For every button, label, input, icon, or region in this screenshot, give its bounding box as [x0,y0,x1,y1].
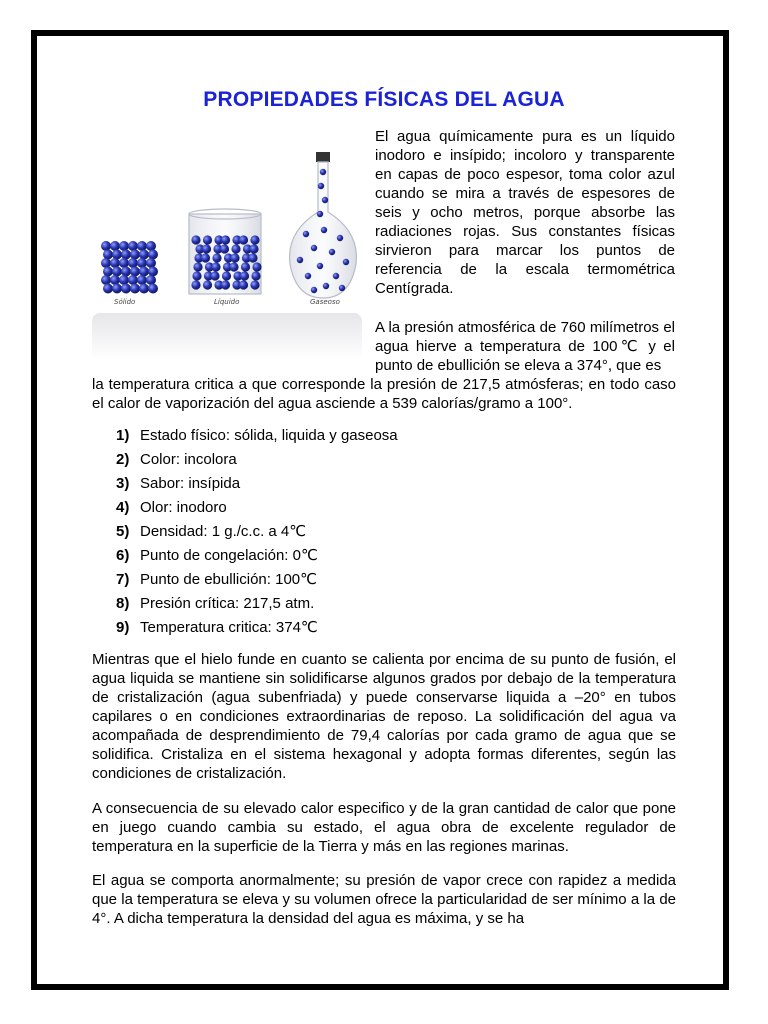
molecule [103,250,113,260]
molecule [139,267,149,277]
molecule [221,235,230,244]
molecule [139,250,149,260]
molecule [103,284,113,294]
molecule [121,284,131,294]
molecule [128,241,138,251]
molecule [252,262,261,271]
molecule [249,244,258,253]
molecule [110,241,120,251]
list-item: 8) Presión crítica: 217,5 atm. [116,595,315,612]
molecule [311,287,317,293]
molecule [119,275,129,285]
molecule [248,253,257,262]
molecule [343,259,349,265]
molecule [311,245,317,251]
molecule [303,231,309,237]
molecule [297,257,303,263]
paragraph-anomaly: El agua se comporta anormalmente; su presión de vapor crece con rapidez a medida que la temperatura se eleva y su volumen ofrece la particularidad de ser mínimo a la de 4°. A dicha temperatura la densidad del agua es máxima, y se ha [92,872,676,927]
molecule [148,284,158,294]
molecule [239,280,248,289]
molecule [130,284,140,294]
molecule [191,235,200,244]
molecule [121,250,131,260]
properties-list [116,426,398,642]
paragraph-freezing: Mientras que el hielo funde en cuanto se calienta por encima de su punto de fusión, el agua liquida se mantiene sin solidificarse algunos grados por debajo de la temperatura de cristalización (agua subenfriada) y puede conservarse liquida a –20° en tubos capilares o en condiciones extraordinarias de reposo. La solidificación del agua va acompañada de desprendimiento de 79,4 calorías por cada gramo de agua que se solidifica. Cristaliza en el sistema hexagonal y adopta formas diferentes, según las condiciones de cristalización. [92,651,676,782]
molecule [148,250,158,260]
molecule [241,262,250,271]
molecule [137,275,147,285]
molecule [210,271,219,280]
molecule [103,267,113,277]
paragraph-pressure-top: A la presión atmosférica de 760 milímetros el agua hierve a temperatura de 100℃ y el punto de ebullición se eleva a 374°, que es [375,319,675,374]
molecule [110,258,120,268]
states-of-water-figure [92,148,362,360]
molecule [239,235,248,244]
molecule [329,249,335,255]
label-gas: Gaseoso [310,298,340,306]
molecule [250,235,259,244]
molecule [119,241,129,251]
molecule [203,280,212,289]
list-item: 1) Estado físico: sólida, liquida y gaseosa [116,427,398,444]
molecule [101,258,111,268]
molecule [203,235,212,244]
list-item: 9) Temperatura critica: 374℃ [116,619,318,636]
molecule [337,235,343,241]
label-solid: Sólido [114,298,136,306]
molecule [121,267,131,277]
molecule [101,241,111,251]
molecule [139,284,149,294]
paragraph-heat-regulator: A consecuencia de su elevado calor especifico y de la gran cantidad de calor que pone en juego cuando cambia su estado, el agua obra de excelente regulador de temperatura en la superficie de la Tierra y más en las regiones marinas. [92,800,676,855]
molecule [339,285,345,291]
molecule [333,273,339,279]
molecule [130,267,140,277]
paragraph-intro: El agua químicamente pura es un líquido inodoro e insípido; incoloro y transparente en capas de poco espesor, toma color azul cuando se mira a través de espesores de seis y ocho metros, porque absorbe las radiaciones rojas. Sus constantes físicas sirvieron para marcar los puntos de referencia de la escala termométrica Centígrada. [375,128,675,297]
list-item: 5) Densidad: 1 g./c.c. a 4℃ [116,523,307,540]
molecule [201,253,210,262]
molecule [130,250,140,260]
molecule [110,275,120,285]
label-liquid: Líquido [214,298,240,306]
page-title: PROPIEDADES FÍSICAS DEL AGUA [203,88,565,111]
molecule [137,241,147,251]
molecule [137,258,147,268]
molecule [320,169,326,175]
molecule [251,271,260,280]
molecule [112,284,122,294]
molecule [128,258,138,268]
molecule [222,271,231,280]
molecule [322,197,328,203]
molecule [128,275,138,285]
molecule [191,280,200,289]
molecule [318,183,324,189]
molecule [317,211,323,217]
molecule [231,244,240,253]
liquid-beaker [189,209,262,294]
molecule [193,262,202,271]
molecule [146,258,156,268]
molecule [119,258,129,268]
list-item: 6) Punto de congelación: 0℃ [116,547,318,564]
molecule [211,262,220,271]
molecule [221,280,230,289]
list-item: 3) Sabor: insípida [116,475,241,492]
molecule [202,244,211,253]
molecule [146,275,156,285]
molecule [112,267,122,277]
molecule [305,273,311,279]
molecule [317,263,323,269]
molecule [212,253,221,262]
molecule [192,271,201,280]
molecule [229,262,238,271]
list-item: 2) Color: incolora [116,451,237,468]
molecule [323,283,329,289]
molecule [220,244,229,253]
molecule [240,271,249,280]
molecule [101,275,111,285]
molecule [146,241,156,251]
list-item: 4) Olor: inodoro [116,499,227,516]
molecule [112,250,122,260]
molecule [321,227,327,233]
paragraph-pressure-bottom: la temperatura critica a que corresponde la presión de 217,5 atmósferas; en todo caso el calor de vaporización del agua asciende a 539 calorías/gramo a 100°. [92,376,676,412]
molecule [250,280,259,289]
molecule [148,267,158,277]
list-item: 7) Punto de ebullición: 100℃ [116,571,317,588]
molecule [230,253,239,262]
